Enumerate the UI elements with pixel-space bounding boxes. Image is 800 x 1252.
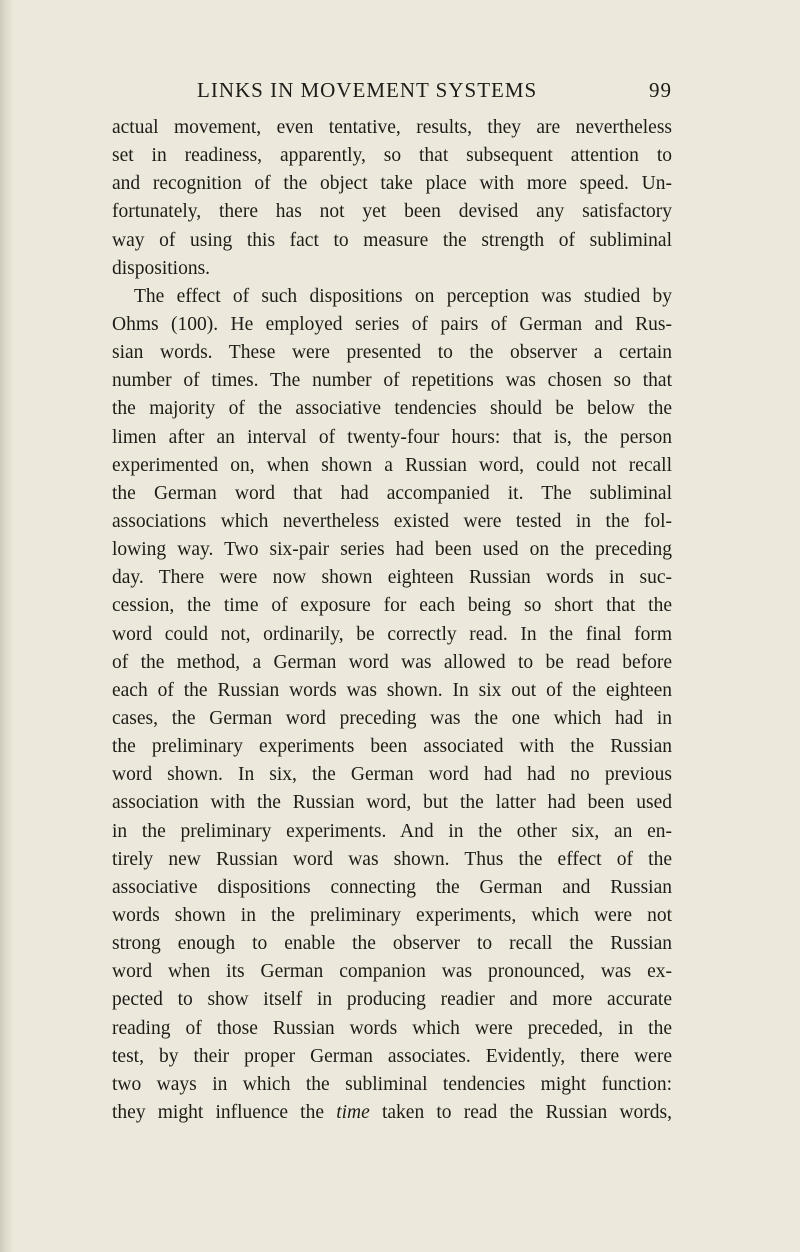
running-title: LINKS IN MOVEMENT SYSTEMS — [197, 78, 538, 102]
text-line: fortunately, there has not yet been devised any satisfactory — [112, 201, 672, 223]
text-line: word shown. In six, the German word had had no previous — [112, 764, 672, 786]
text-line: the majority of the associative tendencies should be below the — [112, 398, 672, 420]
text-line: pected to show itself in producing readier and more accurate — [112, 989, 672, 1011]
text-line: Ohms (100). He employed series of pairs of German and Rus- — [112, 313, 672, 335]
text-line: in the preliminary experiments. And in the other six, an en- — [112, 820, 672, 842]
page-header — [112, 78, 672, 112]
text-line: the preliminary experiments been associated with the Russian — [112, 736, 672, 758]
text-line: strong enough to enable the observer to recall the Russian — [112, 933, 672, 955]
text-line: words shown in the preliminary experiments, which were not — [112, 904, 672, 926]
text-run: taken to read the Russian words, — [369, 1101, 672, 1123]
text-line: dispositions. — [112, 257, 211, 279]
text-line: two ways in which the subliminal tendencies might function: — [112, 1073, 672, 1095]
body-text — [112, 114, 672, 1127]
text-line: cession, the time of exposure for each being so short that the — [112, 595, 672, 617]
text-line: associations which nevertheless existed were tested in the fol- — [112, 510, 672, 532]
page-gutter-shadow — [0, 0, 14, 1252]
text-line: set in readiness, apparently, so that subsequent attention to — [112, 145, 672, 167]
text-line: associative dispositions connecting the German and Russian — [112, 876, 672, 898]
text-line: experimented on, when shown a Russian word, could not recall — [112, 454, 672, 476]
text-line: each of the Russian words was shown. In six out of the eighteen — [112, 679, 672, 701]
page-number: 99 — [649, 78, 672, 102]
text-line: way of using this fact to measure the strength of subliminal — [112, 229, 672, 251]
text-line: The effect of such dispositions on perception was studied by — [134, 285, 672, 307]
text-line: of the method, a German word was allowed to be read before — [112, 651, 672, 673]
text-line: limen after an interval of twenty-four hours: that is, the person — [112, 426, 672, 448]
text-line: association with the Russian word, but the latter had been used — [112, 792, 672, 814]
text-line: word could not, ordinarily, be correctly read. In the final form — [112, 623, 672, 645]
text-line: number of times. The number of repetitions was chosen so that — [112, 370, 672, 392]
text-line: test, by their proper German associates. Evidently, there were — [112, 1045, 672, 1067]
text-line: the German word that had accompanied it. The subliminal — [112, 482, 672, 504]
text-line: sian words. These were presented to the observer a certain — [112, 342, 672, 364]
text-line: day. There were now shown eighteen Russian words in suc- — [112, 567, 672, 589]
italic-word: time — [336, 1101, 370, 1123]
text-line: lowing way. Two six-pair series had been used on the preceding — [112, 539, 672, 561]
text-line: cases, the German word preceding was the one which had in — [112, 707, 672, 729]
text-line: actual movement, even tentative, results, they are nevertheless — [112, 117, 672, 138]
text-line: tirely new Russian word was shown. Thus the effect of the — [112, 848, 672, 870]
text-line: word when its German companion was pronounced, was ex- — [112, 961, 672, 983]
text-line: and recognition of the object take place with more speed. Un- — [112, 173, 672, 195]
text-line: reading of those Russian words which were preceded, in the — [112, 1017, 672, 1039]
text-run: they might influence the — [112, 1101, 337, 1123]
text-line — [112, 1099, 672, 1127]
